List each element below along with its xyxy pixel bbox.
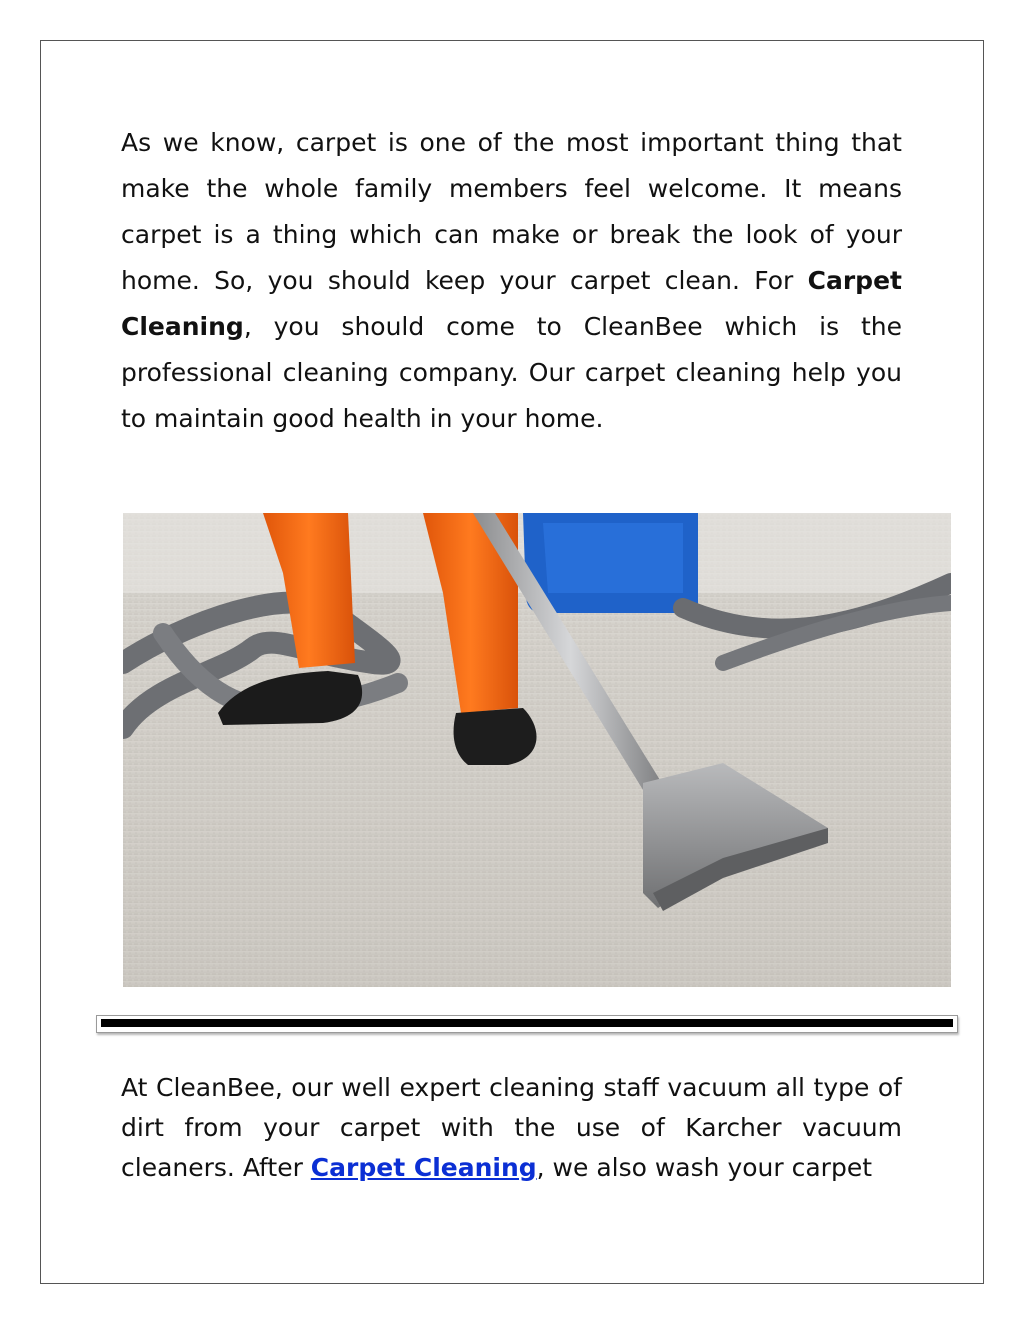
carpet-cleaning-bold-term: Carpet Cleaning bbox=[121, 266, 902, 341]
carpet-cleaning-link[interactable]: Carpet Cleaning bbox=[310, 1153, 537, 1182]
intro-text-start: As we know, carpet is one of the most important thing that make the whole family members feel welcome. It means carpet is a thing which can make or break the look of your home. So, you should keep your carpet clean. For bbox=[121, 128, 902, 295]
second-paragraph bbox=[121, 1068, 902, 1188]
section-divider-line bbox=[101, 1019, 953, 1027]
section-divider bbox=[96, 1015, 958, 1033]
second-text-start: At CleanBee, our well expert cleaning staff vacuum all type of dirt from your carpet with the use of Karcher vacuum cleaners. After bbox=[121, 1073, 902, 1182]
intro-paragraph bbox=[121, 120, 902, 442]
second-text-end: , we also wash your carpet bbox=[536, 1153, 872, 1182]
carpet-cleaning-photo bbox=[123, 513, 951, 987]
intro-text-end: , you should come to CleanBee which is the professional cleaning company. Our carpet cleaning help you to maintain good health in your home. bbox=[121, 312, 902, 433]
